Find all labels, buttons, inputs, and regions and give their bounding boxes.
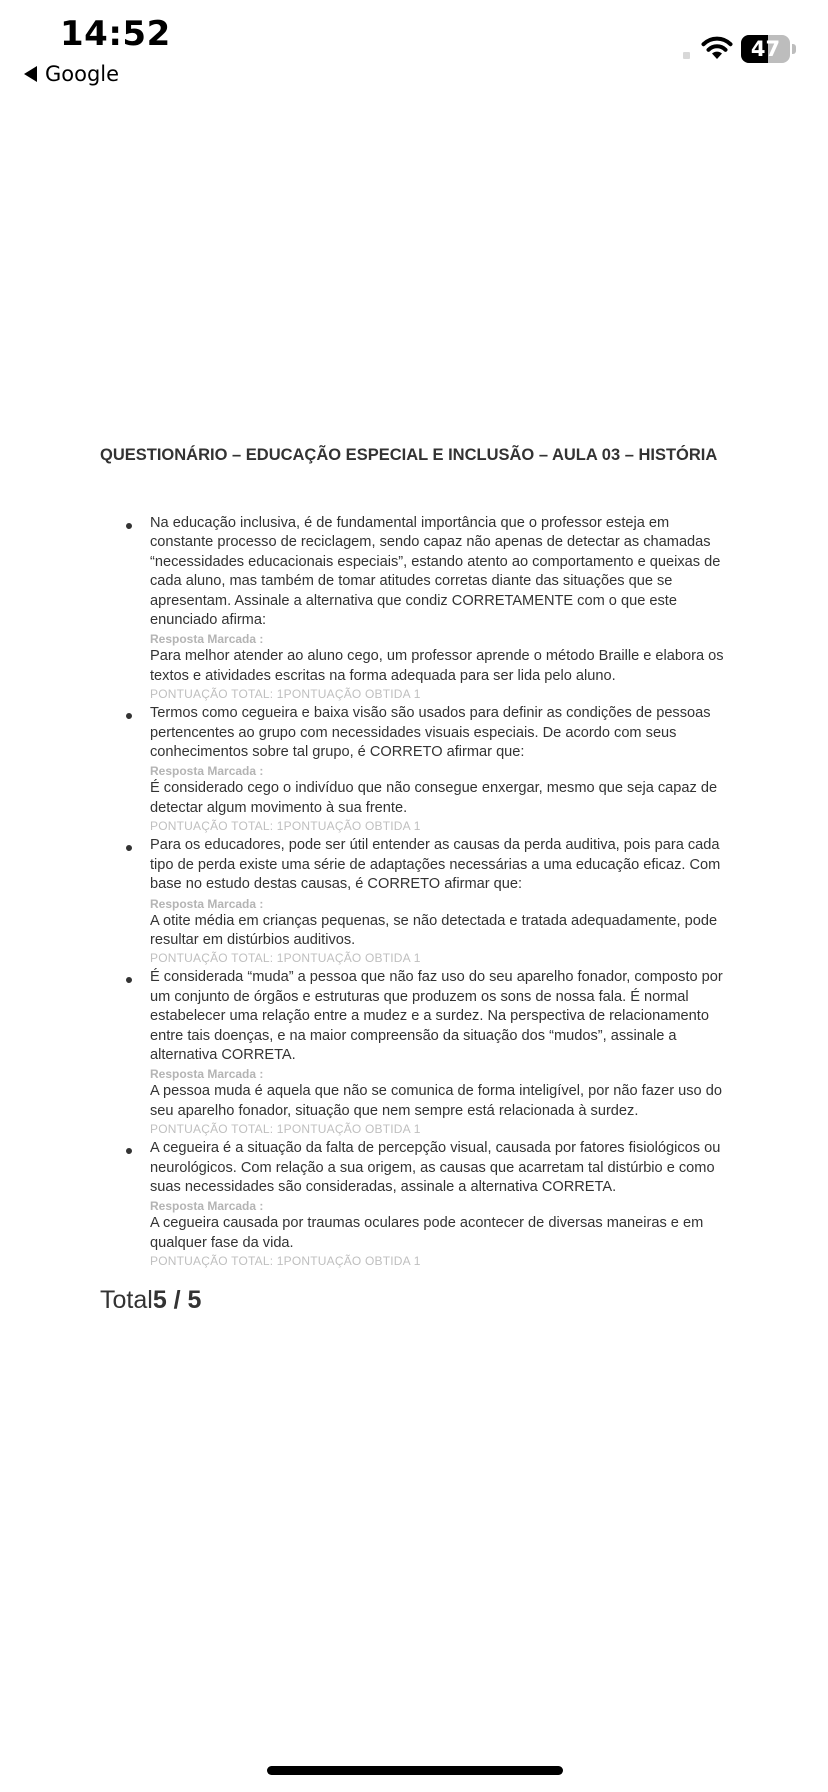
status-time: 14:52 (60, 14, 171, 54)
answer-text: É considerado cego o indivíduo que não consegue enxergar, mesmo que seja capaz de detectar algum movimento à sua frente. (150, 780, 718, 816)
question-item (126, 514, 736, 702)
score-text: PONTUAÇÃO TOTAL: 1PONTUAÇÃO OBTIDA 1 (150, 819, 421, 834)
question-item (126, 836, 736, 966)
answer-label: Resposta Marcada : (150, 1199, 264, 1214)
total-value: 5 / 5 (152, 1286, 202, 1314)
battery-level: 47 (750, 37, 781, 61)
question-text: Para os educadores, pode ser útil entender as causas da perda auditiva, pois para cada tipo de perda existe uma série de adaptações necessárias a uma educação eficaz. Com base no estudo destas causas, é CORRETO afirmar que: (150, 837, 721, 893)
battery-cap (792, 44, 796, 54)
answer-label: Resposta Marcada : (150, 1067, 264, 1082)
answer-text: A otite média em crianças pequenas, se não detectada e tratada adequadamente, pode resultar em distúrbios auditivos. (150, 912, 718, 948)
back-triangle-icon (24, 66, 37, 82)
question-list (126, 514, 736, 1271)
score-text: PONTUAÇÃO TOTAL: 1PONTUAÇÃO OBTIDA 1 (150, 1122, 421, 1137)
question-text: A cegueira é a situação da falta de percepção visual, causada por fatores fisiológicos ou neurológicos. Com relação a sua origem, as causas que acarretam tal distúrbio e como suas necessidades são consideradas, assinale a alternativa CORRETA. (150, 1140, 721, 1195)
total-label: Total (100, 1286, 153, 1314)
back-to-google-button[interactable] (24, 62, 119, 86)
score-text: PONTUAÇÃO TOTAL: 1PONTUAÇÃO OBTIDA 1 (150, 687, 421, 702)
question-item (126, 1139, 736, 1269)
question-item (126, 968, 736, 1137)
question-text: É considerada “muda” a pessoa que não faz uso do seu aparelho fonador, composto por um conjunto de órgãos e estruturas que produzem os sons de nossa fala. É normal estabelecer uma relação entre a mudez e a surdez. Na perspectiva de relacionamento entre tais doenças, e na maior compreensão da situação dos “mudos”, assinale a alternativa CORRETA. (150, 969, 723, 1063)
question-text: Termos como cegueira e baixa visão são usados para definir as condições de pessoas pertencentes ao grupo com necessidades visuais especiais. De acordo com seus conhecimentos sobre tal grupo, é CORRETO afirmar que: (150, 705, 711, 761)
battery-icon (741, 35, 790, 63)
status-bar (0, 0, 828, 110)
cellular-signal-icon (683, 52, 690, 59)
answer-text: A cegueira causada por traumas oculares pode acontecer de diversas maneiras e em qualquer fase da vida. (150, 1215, 704, 1251)
answer-label: Resposta Marcada : (150, 764, 264, 779)
score-text: PONTUAÇÃO TOTAL: 1PONTUAÇÃO OBTIDA 1 (150, 1254, 421, 1269)
wifi-icon (700, 34, 734, 60)
question-item (126, 704, 736, 834)
question-text: Na educação inclusiva, é de fundamental importância que o professor esteja em constante processo de reciclagem, sendo capaz não apenas de detectar as chamadas “necessidades educacionais especiais”, estando atento ao comportamento e queixas de cada aluno, mas também de tomar atitudes corretas diante das situações que se apresentam. Assinale a alternativa que condiz CORRETAMENTE com o que este enunciado afirma: (150, 515, 721, 629)
score-text: PONTUAÇÃO TOTAL: 1PONTUAÇÃO OBTIDA 1 (150, 951, 421, 966)
back-label: Google (45, 62, 120, 86)
answer-text: A pessoa muda é aquela que não se comunica de forma inteligível, por não fazer uso do seu aparelho fonador, situação que nem sempre está relacionada à surdez. (150, 1083, 722, 1119)
answer-label: Resposta Marcada : (150, 896, 264, 911)
total-score (100, 1286, 201, 1315)
page-title: QUESTIONÁRIO – EDUCAÇÃO ESPECIAL E INCLUSÃO – AULA 03 – HISTÓRIA (100, 446, 718, 464)
answer-label: Resposta Marcada : (150, 632, 264, 647)
answer-text: Para melhor atender ao aluno cego, um professor aprende o método Braille e elabora os textos e atividades escritas na forma adequada para ser lida pelo aluno. (150, 648, 724, 684)
home-indicator[interactable] (267, 1766, 563, 1775)
